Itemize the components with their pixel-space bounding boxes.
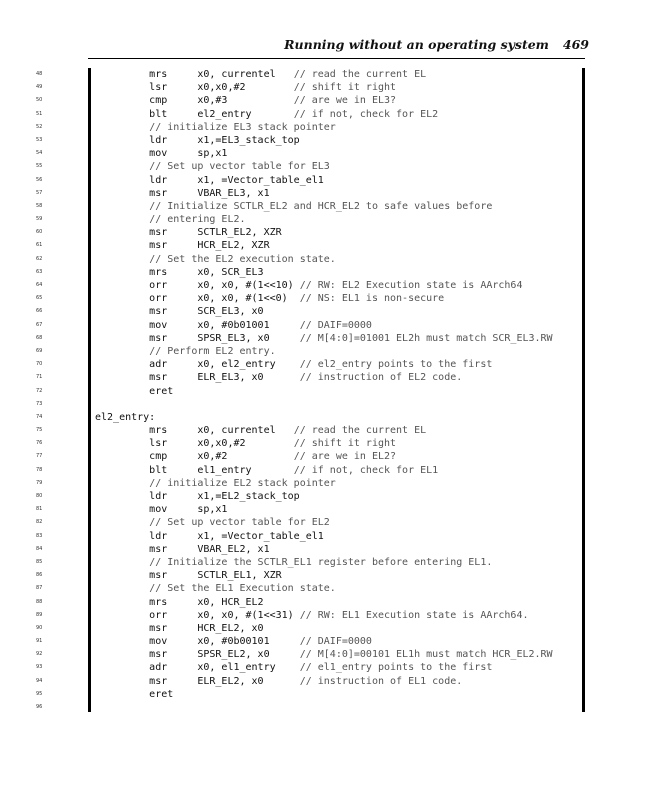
line-number: 88 — [36, 598, 43, 605]
code-line — [0, 345, 649, 358]
code-line — [0, 582, 649, 595]
chapter-title: Running without an operating system — [284, 37, 549, 52]
code-instruction: eret — [95, 385, 174, 397]
code-instruction — [95, 122, 149, 133]
code-line — [0, 319, 649, 332]
line-number: 80 — [36, 493, 43, 499]
code-line — [0, 200, 649, 213]
code-instruction: lsr x0,x0,#2 — [95, 438, 294, 450]
line-number: 50 — [36, 97, 43, 104]
code-text — [95, 239, 270, 252]
code-text — [95, 266, 264, 279]
code-line — [0, 661, 649, 674]
code-text — [95, 371, 462, 384]
code-line — [0, 622, 649, 635]
code-instruction: orr x0, x0, #(1<<31) — [95, 609, 300, 621]
line-number: 93 — [36, 664, 43, 671]
code-line — [0, 213, 649, 226]
code-comment: // DAIF=0000 — [299, 636, 372, 648]
code-text — [95, 503, 227, 516]
code-instruction — [95, 557, 149, 568]
code-line — [0, 385, 649, 398]
line-number: 75 — [36, 427, 43, 434]
line-number: 71 — [36, 374, 43, 381]
code-text — [95, 160, 330, 173]
code-comment: // read the current EL — [293, 69, 427, 80]
code-text — [95, 582, 336, 595]
code-line — [0, 596, 649, 609]
code-text — [95, 424, 426, 437]
code-text — [95, 688, 173, 701]
code-text — [95, 609, 528, 622]
code-instruction: mov x0, #0b01001 — [95, 319, 300, 331]
line-number: 85 — [36, 558, 43, 565]
line-number: 61 — [36, 242, 43, 249]
code-instruction — [95, 214, 149, 225]
code-text — [95, 108, 438, 121]
code-line — [0, 266, 649, 279]
code-line — [0, 490, 649, 503]
code-comment: // DAIF=0000 — [299, 319, 372, 331]
page-number: 469 — [562, 37, 589, 52]
code-comment: // initialize EL3 stack pointer — [149, 121, 336, 133]
line-number: 69 — [36, 347, 43, 354]
line-number: 67 — [36, 321, 43, 328]
code-instruction — [95, 161, 149, 172]
code-line — [0, 398, 649, 411]
line-number: 74 — [36, 413, 43, 420]
header-rule — [88, 58, 585, 59]
code-text — [95, 147, 227, 160]
code-comment: // instruction of EL1 code. — [299, 675, 463, 687]
code-instruction: msr HCR_EL2, x0 — [95, 622, 264, 634]
code-instruction: msr ELR_EL2, x0 — [95, 675, 300, 687]
line-number: 58 — [36, 202, 43, 209]
code-text — [95, 675, 462, 688]
line-number: 96 — [36, 704, 43, 710]
code-text — [95, 622, 264, 635]
code-line — [0, 332, 649, 345]
code-text — [95, 477, 336, 490]
code-line — [0, 675, 649, 688]
line-number: 95 — [36, 690, 43, 697]
code-instruction — [95, 478, 149, 489]
line-number: 59 — [36, 216, 43, 223]
line-number: 68 — [36, 334, 43, 341]
line-number: 79 — [36, 479, 43, 486]
code-line — [0, 569, 649, 582]
code-line — [0, 516, 649, 529]
code-line — [0, 68, 649, 81]
code-instruction: msr SPSR_EL3, x0 — [95, 332, 300, 344]
code-line — [0, 108, 649, 121]
code-instruction: mrs x0, currentel — [95, 69, 294, 80]
code-comment: // if not, check for EL2 — [293, 108, 439, 120]
code-line — [0, 147, 649, 160]
code-text — [95, 319, 372, 332]
code-instruction: mrs x0, HCR_EL2 — [95, 596, 264, 608]
line-number: 49 — [36, 84, 43, 91]
code-instruction: blt el1_entry — [95, 464, 294, 476]
code-instruction: cmp x0,#3 — [95, 95, 294, 107]
line-number: 91 — [36, 638, 43, 645]
code-line — [0, 530, 649, 543]
running-header — [0, 37, 589, 55]
code-line — [0, 174, 649, 187]
code-text — [95, 543, 270, 556]
code-line — [0, 437, 649, 450]
code-instruction: eret — [95, 688, 174, 700]
line-number: 51 — [36, 110, 43, 117]
code-line — [0, 464, 649, 477]
code-comment: // RW: EL2 Execution state is AArch64 — [299, 280, 523, 291]
code-text — [95, 464, 438, 477]
line-number: 54 — [36, 150, 43, 157]
code-text — [95, 213, 246, 226]
code-instruction — [95, 583, 149, 594]
code-comment: // entering EL2. — [149, 214, 246, 226]
code-text — [95, 187, 270, 200]
code-line — [0, 81, 649, 94]
code-line — [0, 371, 649, 384]
line-number: 48 — [36, 71, 43, 77]
code-comment: // el1_entry points to the first — [299, 662, 493, 674]
code-instruction: adr x0, el2_entry — [95, 359, 300, 371]
code-line — [0, 358, 649, 371]
code-comment: // instruction of EL2 code. — [299, 372, 463, 384]
code-instruction: msr SCTLR_EL2, XZR — [95, 227, 282, 239]
code-text — [95, 661, 492, 674]
code-line — [0, 424, 649, 437]
code-line — [0, 450, 649, 463]
code-text — [95, 226, 282, 239]
code-instruction: ldr x1, =Vector_table_el1 — [95, 174, 324, 186]
code-comment: // shift it right — [293, 82, 397, 94]
code-instruction: mov x0, #0b00101 — [95, 636, 300, 648]
code-text — [95, 648, 553, 661]
code-comment: // RW: EL1 Execution state is AArch64. — [299, 609, 529, 621]
line-number: 55 — [36, 163, 43, 170]
code-comment: // el2_entry points to the first — [299, 359, 493, 371]
code-line — [0, 648, 649, 661]
line-number: 89 — [36, 611, 43, 618]
code-line — [0, 411, 649, 424]
code-comment: // Set the EL2 execution state. — [149, 253, 336, 265]
code-instruction: cmp x0,#2 — [95, 451, 294, 463]
code-line — [0, 187, 649, 200]
line-number: 77 — [36, 453, 43, 460]
code-comment: // Initialize the SCTLR_EL1 register before entering EL1. — [149, 556, 493, 568]
code-line — [0, 701, 649, 714]
line-number: 78 — [36, 466, 43, 473]
code-comment: // Set up vector table for EL2 — [149, 517, 330, 529]
line-number: 87 — [36, 585, 43, 592]
line-number: 52 — [36, 123, 43, 130]
line-number: 57 — [36, 189, 43, 196]
line-number: 63 — [36, 268, 43, 275]
code-text — [95, 253, 336, 266]
code-text — [95, 292, 444, 305]
code-comment: // M[4:0]=01001 EL2h must match SCR_EL3.RW — [299, 332, 553, 344]
code-text — [95, 569, 282, 582]
code-line — [0, 477, 649, 490]
code-instruction: lsr x0,x0,#2 — [95, 82, 294, 94]
code-line — [0, 688, 649, 701]
code-line — [0, 556, 649, 569]
code-text — [95, 635, 372, 648]
code-text — [95, 516, 330, 529]
code-comment: // M[4:0]=00101 EL1h must match HCR_EL2.RW — [299, 649, 553, 661]
code-instruction: mrs x0, SCR_EL3 — [95, 266, 264, 278]
code-comment: // initialize EL2 stack pointer — [149, 477, 336, 489]
code-text — [95, 530, 324, 543]
code-line — [0, 543, 649, 556]
line-number: 83 — [36, 532, 43, 539]
line-number: 76 — [36, 440, 43, 447]
code-instruction — [95, 254, 149, 265]
code-instruction: mrs x0, currentel — [95, 425, 294, 437]
code-instruction: orr x0, x0, #(1<<10) — [95, 280, 300, 291]
code-line — [0, 134, 649, 147]
code-instruction: mov sp,x1 — [95, 504, 228, 516]
code-instruction: msr HCR_EL2, XZR — [95, 240, 270, 252]
code-instruction: ldr x1,=EL3_stack_top — [95, 134, 300, 146]
code-line — [0, 292, 649, 305]
code-text — [95, 332, 553, 345]
line-number: 86 — [36, 572, 43, 579]
code-comment: // NS: EL1 is non-secure — [299, 293, 445, 305]
code-text — [95, 556, 492, 569]
code-line — [0, 160, 649, 173]
line-number: 90 — [36, 624, 43, 631]
code-line — [0, 121, 649, 134]
line-number: 65 — [36, 295, 43, 302]
code-instruction: mov sp,x1 — [95, 148, 228, 160]
line-number: 62 — [36, 255, 43, 262]
line-number: 72 — [36, 387, 43, 394]
code-instruction: adr x0, el1_entry — [95, 662, 300, 674]
code-text — [95, 411, 155, 424]
code-comment: // shift it right — [293, 438, 397, 450]
code-listing — [0, 68, 649, 714]
code-line — [0, 279, 649, 292]
code-instruction: ldr x1, =Vector_table_el1 — [95, 530, 324, 542]
code-line — [0, 253, 649, 266]
code-comment: // Perform EL2 entry. — [149, 345, 276, 357]
code-instruction: msr SCR_EL3, x0 — [95, 306, 264, 318]
code-instruction — [95, 517, 149, 528]
code-text — [95, 345, 276, 358]
code-comment: // read the current EL — [293, 425, 427, 437]
code-text — [95, 174, 324, 187]
code-text — [95, 134, 300, 147]
code-comment: // are we in EL2? — [293, 451, 397, 463]
code-instruction: msr SCTLR_EL1, XZR — [95, 570, 282, 582]
code-text — [95, 385, 173, 398]
code-instruction: msr ELR_EL3, x0 — [95, 372, 300, 384]
code-instruction: el2_entry: — [95, 411, 156, 423]
code-comment: // if not, check for EL1 — [293, 464, 439, 476]
code-line — [0, 226, 649, 239]
line-number: 82 — [36, 519, 43, 526]
code-line — [0, 305, 649, 318]
code-comment: // Set up vector table for EL3 — [149, 161, 330, 173]
line-number: 56 — [36, 176, 43, 183]
code-instruction — [95, 346, 149, 357]
line-number: 84 — [36, 545, 43, 552]
code-line — [0, 503, 649, 516]
line-number: 92 — [36, 651, 43, 658]
line-number: 70 — [36, 361, 43, 368]
code-instruction — [95, 201, 149, 212]
code-text — [95, 490, 300, 503]
code-line — [0, 609, 649, 622]
code-text — [95, 81, 396, 94]
code-instruction: msr VBAR_EL3, x1 — [95, 187, 270, 199]
code-comment: // Set the EL1 Execution state. — [149, 583, 336, 595]
code-text — [95, 94, 396, 107]
line-number: 66 — [36, 308, 43, 315]
code-line — [0, 94, 649, 107]
code-text — [95, 200, 492, 213]
code-text — [95, 437, 396, 450]
code-instruction: msr SPSR_EL2, x0 — [95, 649, 300, 661]
line-number: 94 — [36, 677, 43, 684]
code-instruction: msr VBAR_EL2, x1 — [95, 543, 270, 555]
code-text — [95, 305, 264, 318]
code-text — [95, 450, 396, 463]
code-instruction: ldr x1,=EL2_stack_top — [95, 491, 300, 502]
code-text — [95, 596, 264, 609]
code-instruction: blt el2_entry — [95, 108, 294, 120]
code-comment: // Initialize SCTLR_EL2 and HCR_EL2 to safe values before — [149, 200, 493, 212]
code-line — [0, 635, 649, 648]
line-number: 64 — [36, 282, 43, 288]
line-number: 53 — [36, 136, 43, 143]
code-text — [95, 279, 522, 292]
code-text — [95, 68, 426, 81]
line-number: 81 — [36, 506, 43, 513]
line-number: 60 — [36, 229, 43, 236]
code-comment: // are we in EL3? — [293, 95, 397, 107]
code-text — [95, 358, 492, 371]
code-line — [0, 239, 649, 252]
code-instruction: orr x0, x0, #(1<<0) — [95, 293, 300, 305]
line-number: 73 — [36, 400, 43, 407]
code-text — [95, 121, 336, 134]
